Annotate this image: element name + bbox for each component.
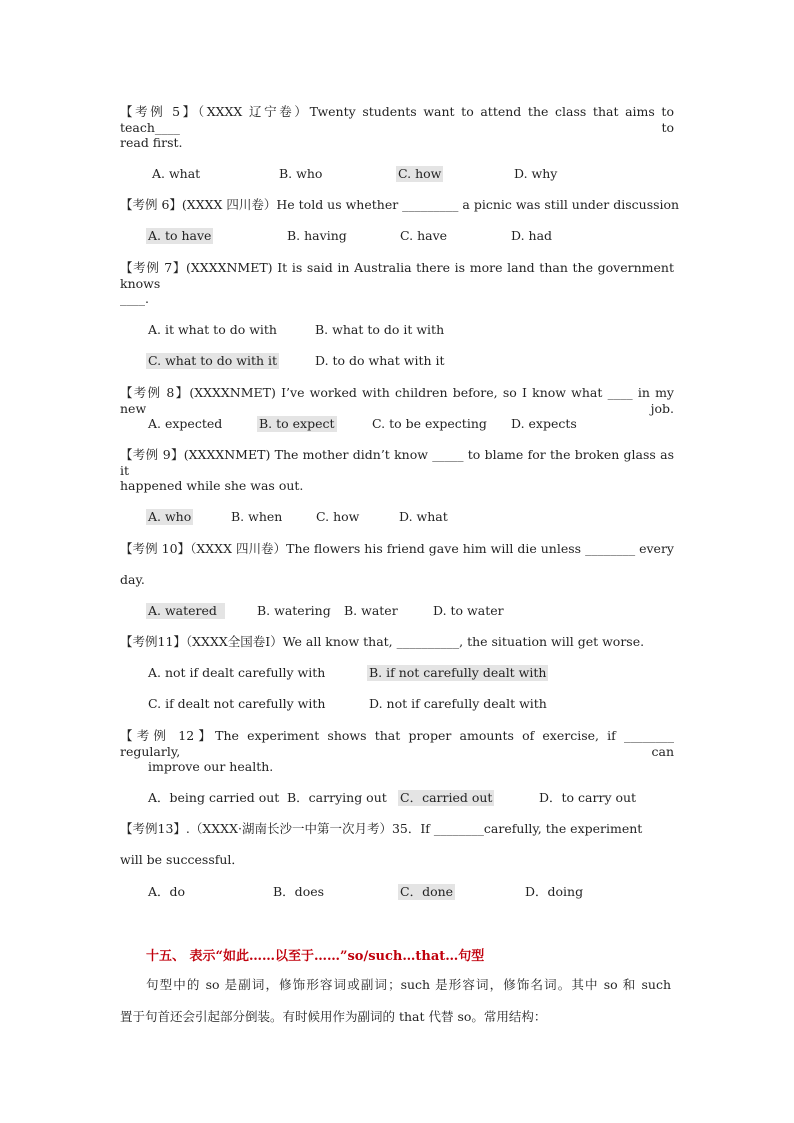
example-12-question-line2: improve our health. bbox=[148, 759, 274, 774]
example-13-option-c: C．done bbox=[400, 884, 454, 899]
example-13-question-line2: will be successful． bbox=[120, 852, 244, 867]
example-9-option-d: D. what bbox=[399, 509, 448, 524]
example-9-question-line2: happened while she was out. bbox=[120, 478, 304, 493]
example-13-option-a: A．do bbox=[148, 884, 186, 899]
example-7-question-line1: 【考例 7】(XXXXNMET) It is said in Australia there is more land than the government knows bbox=[120, 260, 674, 291]
example-10-question-line1: 【考例 10】（XXXX 四川卷）The flowers his friend gave him will die unless ________ every bbox=[120, 541, 674, 556]
example-5-option-d: D. why bbox=[514, 166, 558, 181]
section-title: 十五、 表示“如此……以至于……”so/such…that…句型 bbox=[146, 949, 485, 964]
example-5-question-line1: 【考例 5】（XXXX 辽宁卷）Twenty students want to attend the class that aims to teach____ to bbox=[120, 104, 674, 135]
example-6-option-d: D. had bbox=[511, 228, 553, 243]
example-5-option-a: A. what bbox=[152, 166, 201, 181]
example-12-question-line1: 【考例 12】The experiment shows that proper amounts of exercise, if ________ regularly, can bbox=[120, 728, 674, 759]
example-11-option-d: D. not if carefully dealt with bbox=[369, 696, 547, 711]
example-10-question-line2: day. bbox=[120, 572, 145, 587]
example-6-option-b: B. having bbox=[287, 228, 347, 243]
example-8-option-a: A. expected bbox=[148, 416, 223, 431]
example-7-option-d: D. to do what with it bbox=[315, 353, 445, 368]
example-11-option-c: C. if dealt not carefully with bbox=[148, 696, 326, 711]
example-13-option-d: D．doing bbox=[525, 884, 584, 899]
example-13-option-b: B．does bbox=[273, 884, 325, 899]
example-12-option-b: B．carrying out bbox=[287, 790, 387, 805]
example-6-option-c: C. have bbox=[400, 228, 448, 243]
example-8-question-line1: 【考例 8】(XXXXNMET) I’ve worked with children before, so I know what ____ in my new job. bbox=[120, 385, 674, 416]
example-10-option-a: A. watered bbox=[146, 603, 225, 619]
example-11-option-b: B. if not carefully dealt with bbox=[369, 665, 547, 680]
example-10-option-b2: B. water bbox=[344, 603, 398, 618]
example-8-option-d: D. expects bbox=[511, 416, 577, 431]
example-5-option-b: B. who bbox=[279, 166, 323, 181]
example-10-option-d: D. to water bbox=[433, 603, 504, 618]
example-10-option-b: B. watering bbox=[257, 603, 331, 618]
example-9-option-a: A. who bbox=[148, 509, 192, 524]
example-6-question-line1: 【考例 6】(XXXX 四川卷）He told us whether _________ a picnic was still under discussion bbox=[120, 197, 680, 212]
section-paragraph-line1: 句型中的 so 是副词，修饰形容词或副词；such 是形容词，修饰名词。其中 so 和 such bbox=[146, 977, 671, 992]
example-11-option-a: A. not if dealt carefully with bbox=[148, 665, 326, 680]
section-paragraph-line2: 置于句首还会引起部分倒装。有时候用作为副词的 that 代替 so。常用结构： bbox=[120, 1009, 547, 1024]
example-7-question-line2: ____. bbox=[120, 291, 149, 306]
example-11-question-line1: 【考例11】（XXXX全国卷I）We all know that, __________, the situation will get worse. bbox=[120, 634, 645, 649]
example-9-option-b: B. when bbox=[231, 509, 283, 524]
example-9-question-line1: 【考例 9】(XXXXNMET) The mother didn’t know _____ to blame for the broken glass as it bbox=[120, 447, 674, 478]
example-5-option-c: C. how bbox=[398, 166, 442, 181]
example-13-question-line1: 【考例13】.（XXXX·湖南长沙一中第一次月考）35．If ________carefully, the experiment bbox=[120, 821, 643, 836]
example-8-option-c: C. to be expecting bbox=[372, 416, 487, 431]
example-12-option-c: C．carried out bbox=[400, 790, 493, 805]
example-8-option-b: B. to expect bbox=[259, 416, 335, 431]
example-12-option-a: A．being carried out bbox=[148, 790, 280, 805]
example-7-option-a: A. it what to do with bbox=[148, 322, 277, 337]
example-12-option-d: D．to carry out bbox=[539, 790, 637, 805]
example-5-question-line2: read first. bbox=[120, 135, 183, 150]
example-7-option-c: C. what to do with it bbox=[148, 353, 278, 368]
example-6-option-a: A. to have bbox=[148, 228, 212, 243]
example-7-option-b: B. what to do it with bbox=[315, 322, 445, 337]
example-9-option-c: C. how bbox=[316, 509, 360, 524]
